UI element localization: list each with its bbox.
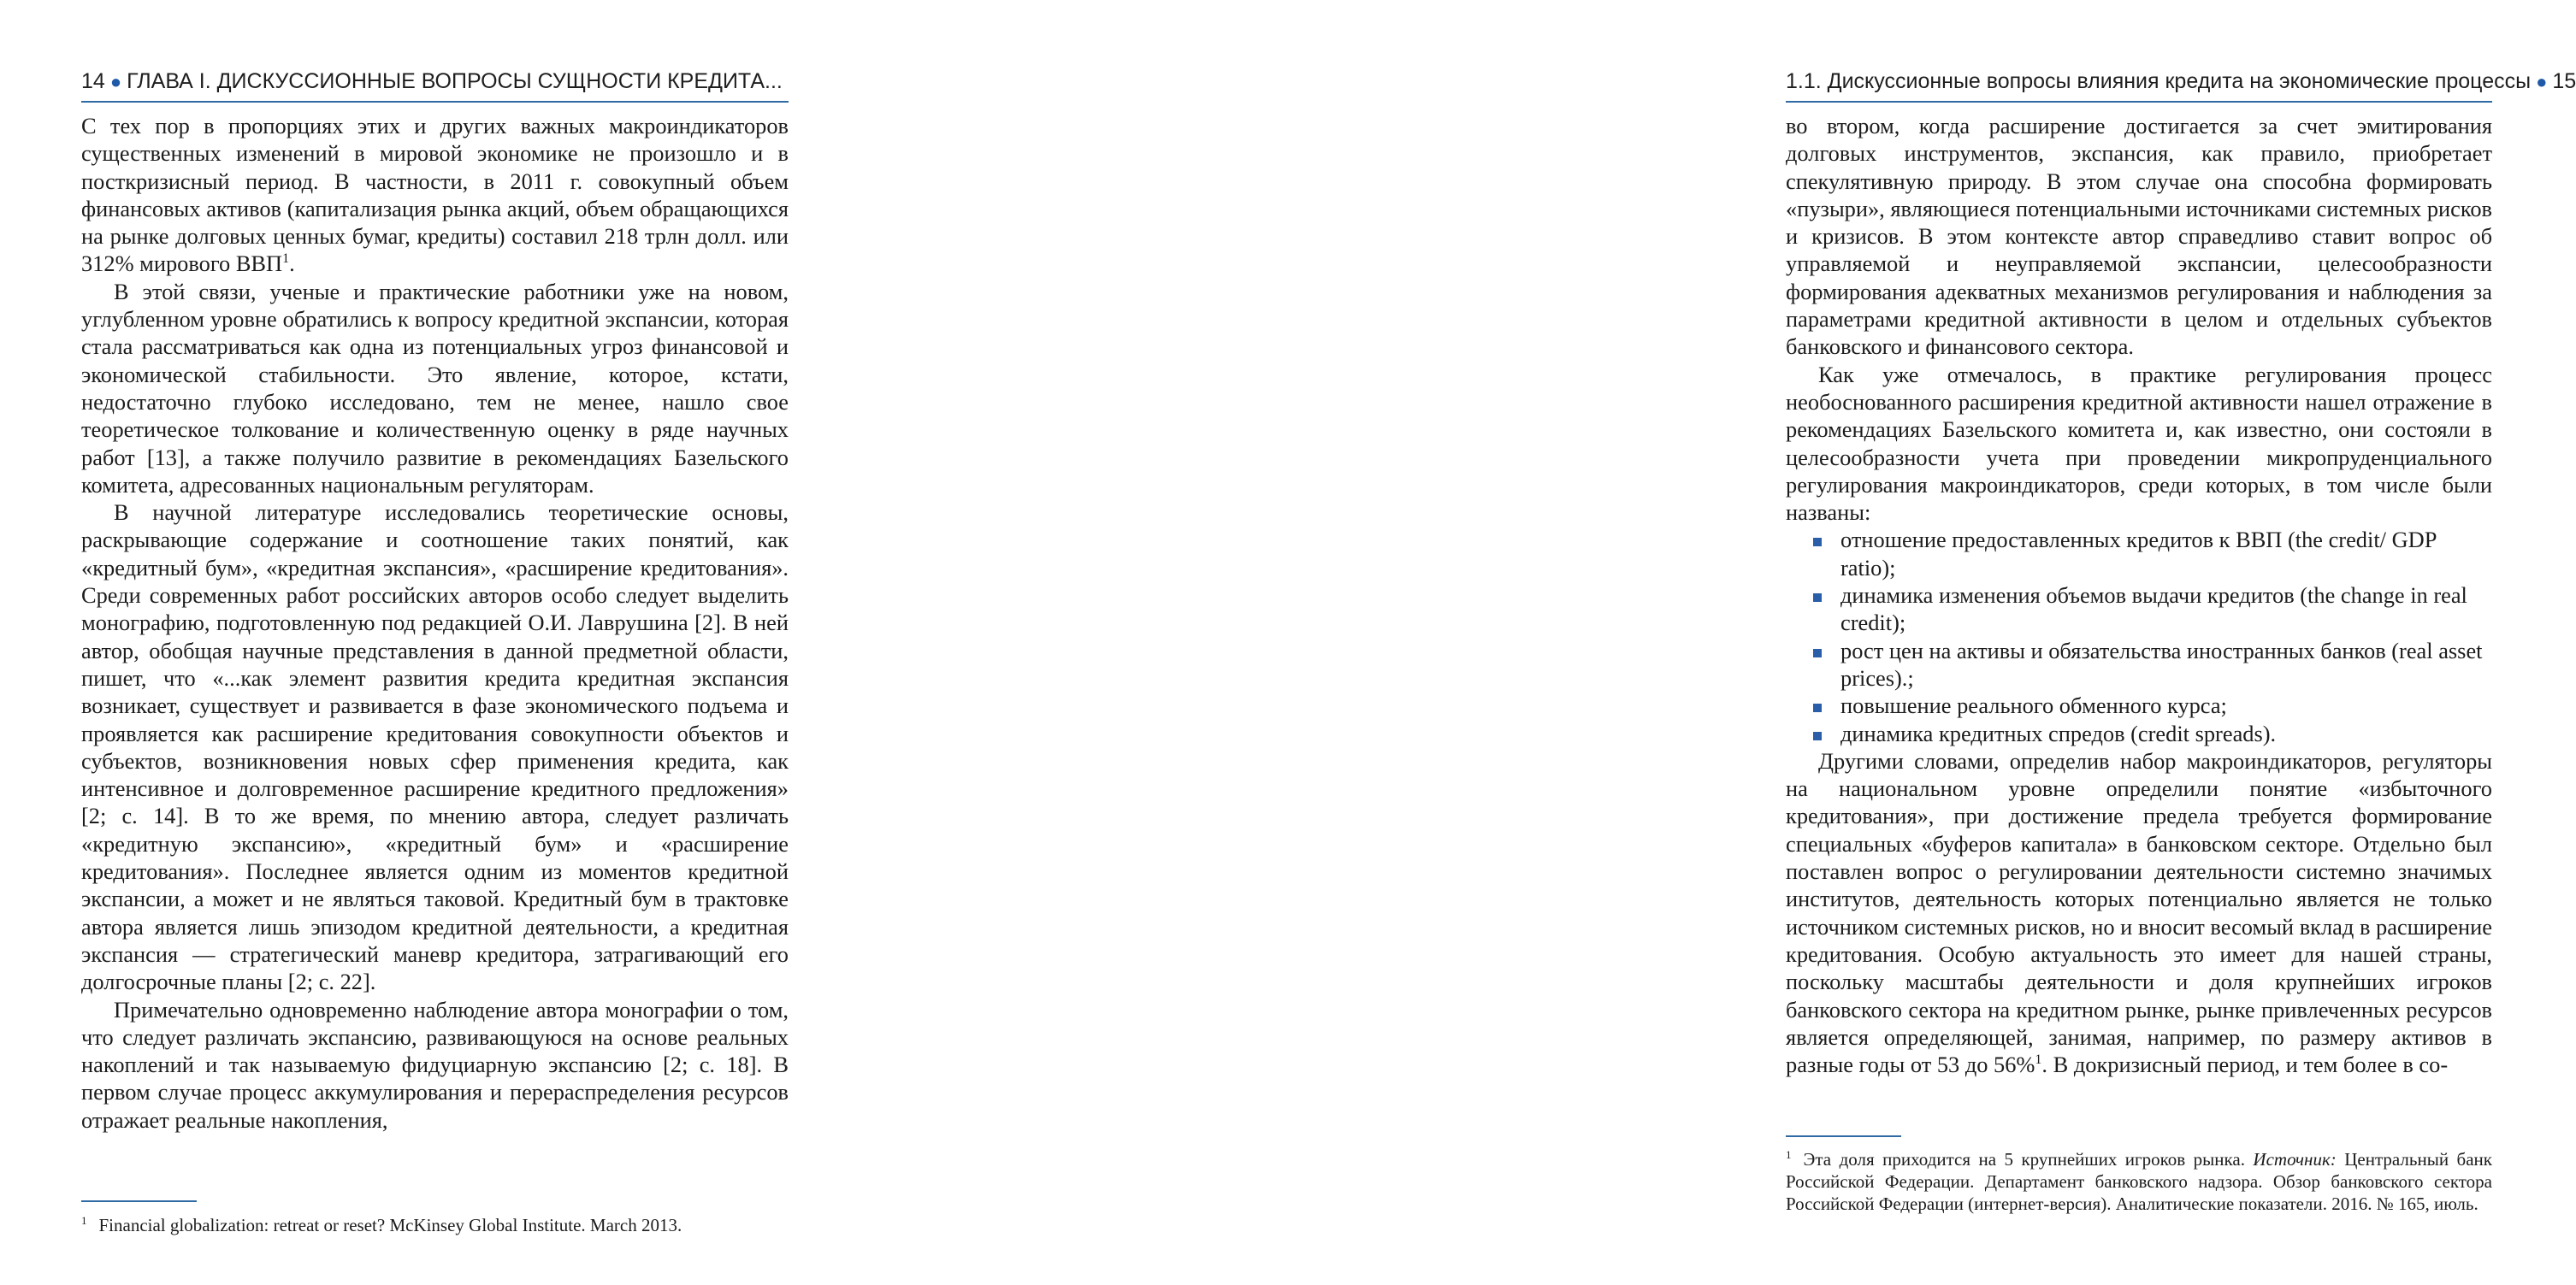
paragraph: В научной литературе исследовались теоретические основы, раскрывающие содержание и соотношение таких понятий, как «кредитный бум», «кредитная экспансия», «расширение кредитования». Среди современных работ российских авторов особо следует выделить монографию, подготовленную под редакцией О.И. Лаврушина [2]. В ней автор, обобщая научные представления в данной предметной области, пишет, что «...как элемент развития кредита кредитная экспансия возникает, существует и развивается в фазе экономического подъема и проявляется как расширение кредитования совокупности объектов и субъектов, возникновения новых сфер применения кредита, как интенсивное и долговременное расширение кредитного предложения» [2; с. 14]. В то же время, по мнению автора, следует различать «кредитную экспансию», «кредитный бум» и «расширение кредитования». Последнее является одним из моментов кредитной экспансии, а может и не являться таковой. Кредитный бум в трактовке автора является лишь эпизодом кредитной деятельности, а кредитная экспансия — стратегический маневр кредитора, затрагивающий его долгосрочные планы [2; с. 22].	[81, 499, 789, 995]
footnote-ref: 1	[282, 251, 290, 267]
footnote-number: 1	[81, 1214, 87, 1227]
section-title: 1.1. Дискуссионные вопросы влияния кредита на экономические процессы	[1786, 69, 2532, 93]
header-bullet: ●	[2536, 71, 2548, 92]
list-item: повышение реального обменного курса;	[1813, 692, 2492, 719]
paragraph: во втором, когда расширение достигается за счет эмитирования долговых инструментов, экспансия, как правило, приобретает спекулятивную природу. В этом случае она способна формировать «пузыри», являющиеся потенциальными источниками системных рисков и кризисов. В этом контексте автор справедливо ставит вопрос об управляемой и неуправляемой экспансии, целесообразности формирования адекватных механизмов регулирования и наблюдения за параметрами кредитной активности в целом и отдельных субъектов банковского и финансового сектора.	[1786, 113, 2492, 360]
footnote-divider	[1786, 1135, 1901, 1137]
right-page	[855, 0, 2576, 1285]
indicator-list	[1786, 526, 2492, 746]
page-number-left: 14	[81, 69, 105, 93]
left-text-column	[81, 112, 789, 1134]
list-item: отношение предоставленных кредитов к ВВП (the credit/ GDP ratio);	[1813, 526, 2492, 581]
page-number-right: 15	[2552, 69, 2576, 93]
footnote-number: 1	[1786, 1148, 1792, 1161]
paragraph: С тех пор в пропорциях этих и других важных макроиндикаторов существенных изменений в мировой экономике не произошло и в посткризисный период. В частности, в 2011 г. совокупный объем финансовых активов (капитализация рынка акций, объем обращающихся на рынке долговых ценных бумаг, кредиты) составил 218 трлн долл. или 312% мирового ВВП$^1$.	[81, 113, 789, 277]
list-item: динамика кредитных спредов (credit spreads).	[1813, 720, 2492, 747]
running-header-right	[1786, 67, 2576, 103]
footnote-left	[81, 1210, 789, 1236]
paragraph: В этой связи, ученые и практические работники уже на новом, углубленном уровне обратились к вопросу кредитной экспансии, которая стала рассматриваться как одна из потенциальных угроз финансовой и экономической стабильности. Это явление, которое, кстати, недостаточно глубоко исследовано, тем не менее, нашло свое теоретическое толкование и количественную оценку в ряде научных работ [13], а также получило развитие в рекомендациях Базельского комитета, адресованных национальным регуляторам.	[81, 278, 789, 498]
footnote-source-label: Источник:	[2253, 1149, 2337, 1170]
footnote-divider	[81, 1200, 197, 1202]
running-header-left	[81, 67, 789, 103]
header-bullet: ●	[109, 71, 122, 92]
footnote-ref: 1	[2035, 1052, 2042, 1068]
paragraph: Как уже отмечалось, в практике регулирования процесс необоснованного расширения кредитной активности нашел отражение в рекомендациях Базельского комитета и, как известно, они состояли в целесообразности учета при проведении микропруденциального регулирования макроиндикаторов, среди которых, в том числе были названы:	[1786, 361, 2492, 526]
footnote-right: $^1$ Эта доля приходится на 5 крупнейших игроков рынка. Источник: Центральный банк Российской Федерации. Департамент банковского надзора. Обзор банковского сектора Российской Федерации (интернет-версия). Аналитические показатели. 2016. № 165, июль.	[1786, 1148, 2492, 1214]
chapter-title: ГЛАВА I. ДИСКУССИОННЫЕ ВОПРОСЫ СУЩНОСТИ КРЕДИТА...	[127, 69, 783, 93]
list-item: динамика изменения объемов выдачи кредитов (the change in real credit);	[1813, 581, 2492, 637]
footnote-text: Financial globalization: retreat or reset? McKinsey Global Institute. March 2013.	[98, 1215, 682, 1235]
left-page	[0, 0, 855, 1285]
paragraph: Другими словами, определив набор макроиндикаторов, регуляторы на национальном уровне определили понятие «избыточного кредитования», при достижение предела требуется формирование специальных «буферов капитала» в банковском секторе. Отдельно был поставлен вопрос о регулировании деятельности системно значимых институтов, деятельность которых потенциально является не только источником системных рисков, но и вносит весомый вклад в расширение кредитования. Особую актуальность это имеет для нашей страны, поскольку масштабы деятельности и доля крупнейших игроков банковского сектора на кредитном рынке, рынке привлеченных ресурсов является определяющей, занимая, например, по размеру активов в разные годы от 53 до 56%$^1$. В докризисный период, и тем более в со-	[1786, 747, 2492, 1078]
right-text-column	[1786, 112, 2492, 1078]
paragraph: Примечательно одновременно наблюдение автора монографии о том, что следует различать экспансию, развивающуюся на основе реальных накоплений и так называемую фидуциарную экспансию [2; с. 18]. В первом случае процесс аккумулирования и перераспределения ресурсов отражает реальные накопления,	[81, 996, 789, 1133]
list-item: рост цен на активы и обязательства иностранных банков (real asset prices).;	[1813, 637, 2492, 693]
